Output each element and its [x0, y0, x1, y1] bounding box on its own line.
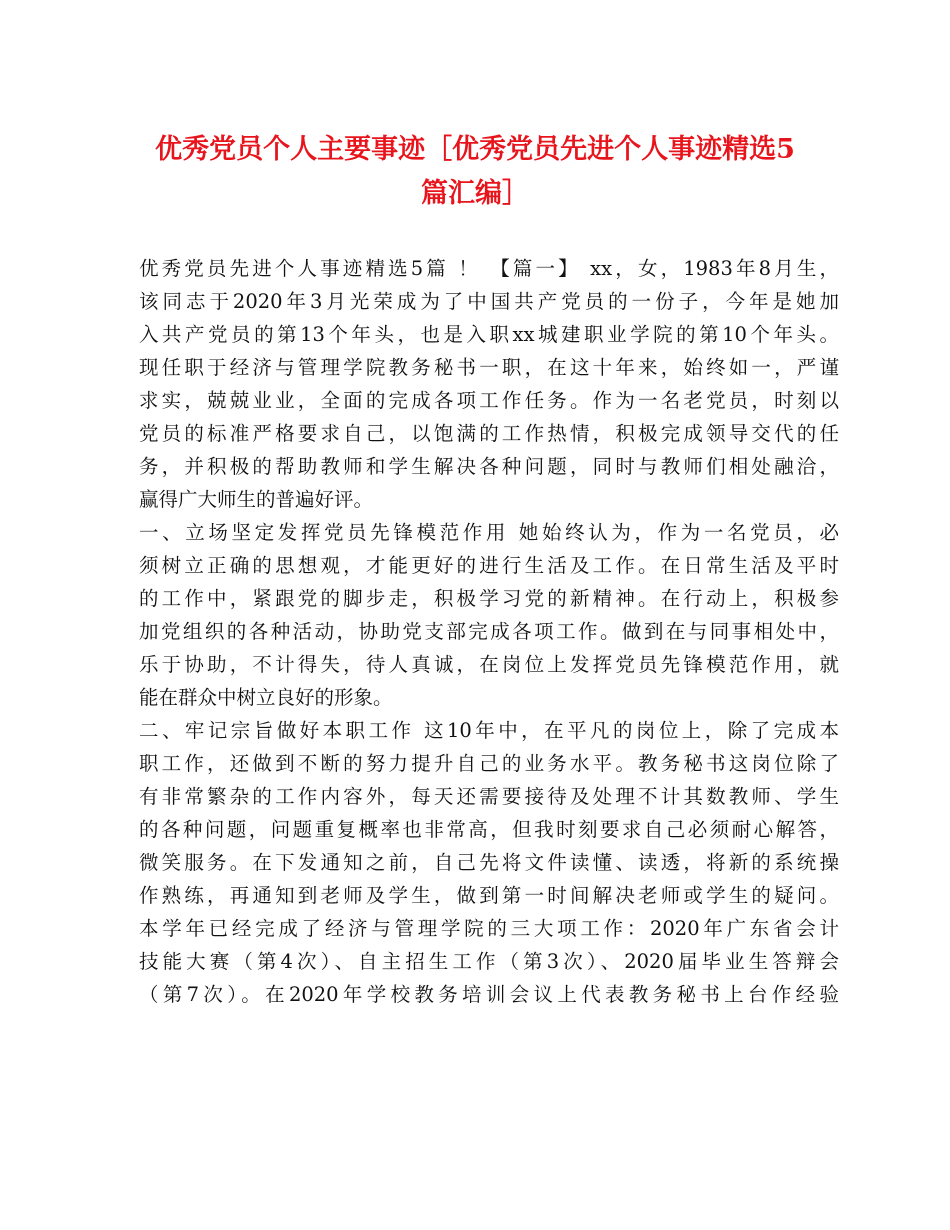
document-body — [139, 252, 839, 1011]
body-line: 微笑服务。在下发通知之前，自己先将文件读懂、读透，将新的系统操 — [139, 851, 839, 874]
body-line: 求实，兢兢业业，全面的完成各项工作任务。作为一名老党员，时刻以 — [139, 389, 839, 412]
body-line: 赢得广大师生的普遍好评。 — [139, 488, 374, 511]
body-line: 能在群众中树立良好的形象。 — [139, 686, 393, 709]
title-line-2: 篇汇编］ — [421, 178, 529, 209]
body-line: 乐于协助，不计得失，待人真诚，在岗位上发挥党员先锋模范作用，就 — [139, 653, 839, 676]
title-line-1: 优秀党员个人主要事迹［优秀党员先进个人事迹精选5 — [155, 134, 795, 165]
body-line: 加党组织的各种活动，协助党支部完成各项工作。做到在与同事相处中， — [139, 620, 839, 643]
body-line: 须树立正确的思想观，才能更好的进行生活及工作。在日常生活及平时 — [139, 554, 839, 577]
body-line: 该同志于2020年3月光荣成为了中国共产党员的一份子，今年是她加 — [139, 290, 839, 313]
body-line: 党员的标准严格要求自己，以饱满的工作热情，积极完成领导交代的任 — [139, 422, 839, 445]
body-line: 本学年已经完成了经济与管理学院的三大项工作：2020年广东省会计 — [139, 917, 839, 940]
document-title — [100, 128, 850, 216]
body-line: 作熟练，再通知到老师及学生，做到第一时间解决老师或学生的疑问。 — [139, 884, 839, 907]
body-line: 现任职于经济与管理学院教务秘书一职，在这十年来，始终如一，严谨 — [139, 356, 839, 379]
section-heading-line: 一、立场坚定发挥党员先锋模范作用 她始终认为，作为一名党员，必 — [139, 521, 839, 544]
body-line: （第7次）。在2020年学校教务培训会议上代表教务秘书上台作经验 — [139, 983, 839, 1006]
body-line: 职工作，还做到不断的努力提升自己的业务水平。教务秘书这岗位除了 — [139, 752, 839, 775]
body-line: 的工作中，紧跟党的脚步走，积极学习党的新精神。在行动上，积极参 — [139, 587, 839, 610]
body-line: 的各种问题，问题重复概率也非常高，但我时刻要求自己必须耐心解答， — [139, 818, 839, 841]
body-line: 入共产党员的第13个年头，也是入职xx城建职业学院的第10个年头。 — [139, 323, 839, 346]
body-line: 技能大赛（第4次）、自主招生工作（第3次）、2020届毕业生答辩会 — [139, 950, 839, 973]
body-line: 优秀党员先进个人事迹精选5篇 ！ 【篇一】 xx，女，1983年8月生， — [139, 257, 839, 280]
body-line: 有非常繁杂的工作内容外，每天还需要接待及处理不计其数教师、学生 — [139, 785, 839, 808]
body-line: 务，并积极的帮助教师和学生解决各种问题，同时与教师们相处融洽， — [139, 455, 839, 478]
section-heading-line: 二、牢记宗旨做好本职工作 这10年中，在平凡的岗位上，除了完成本 — [139, 719, 839, 742]
